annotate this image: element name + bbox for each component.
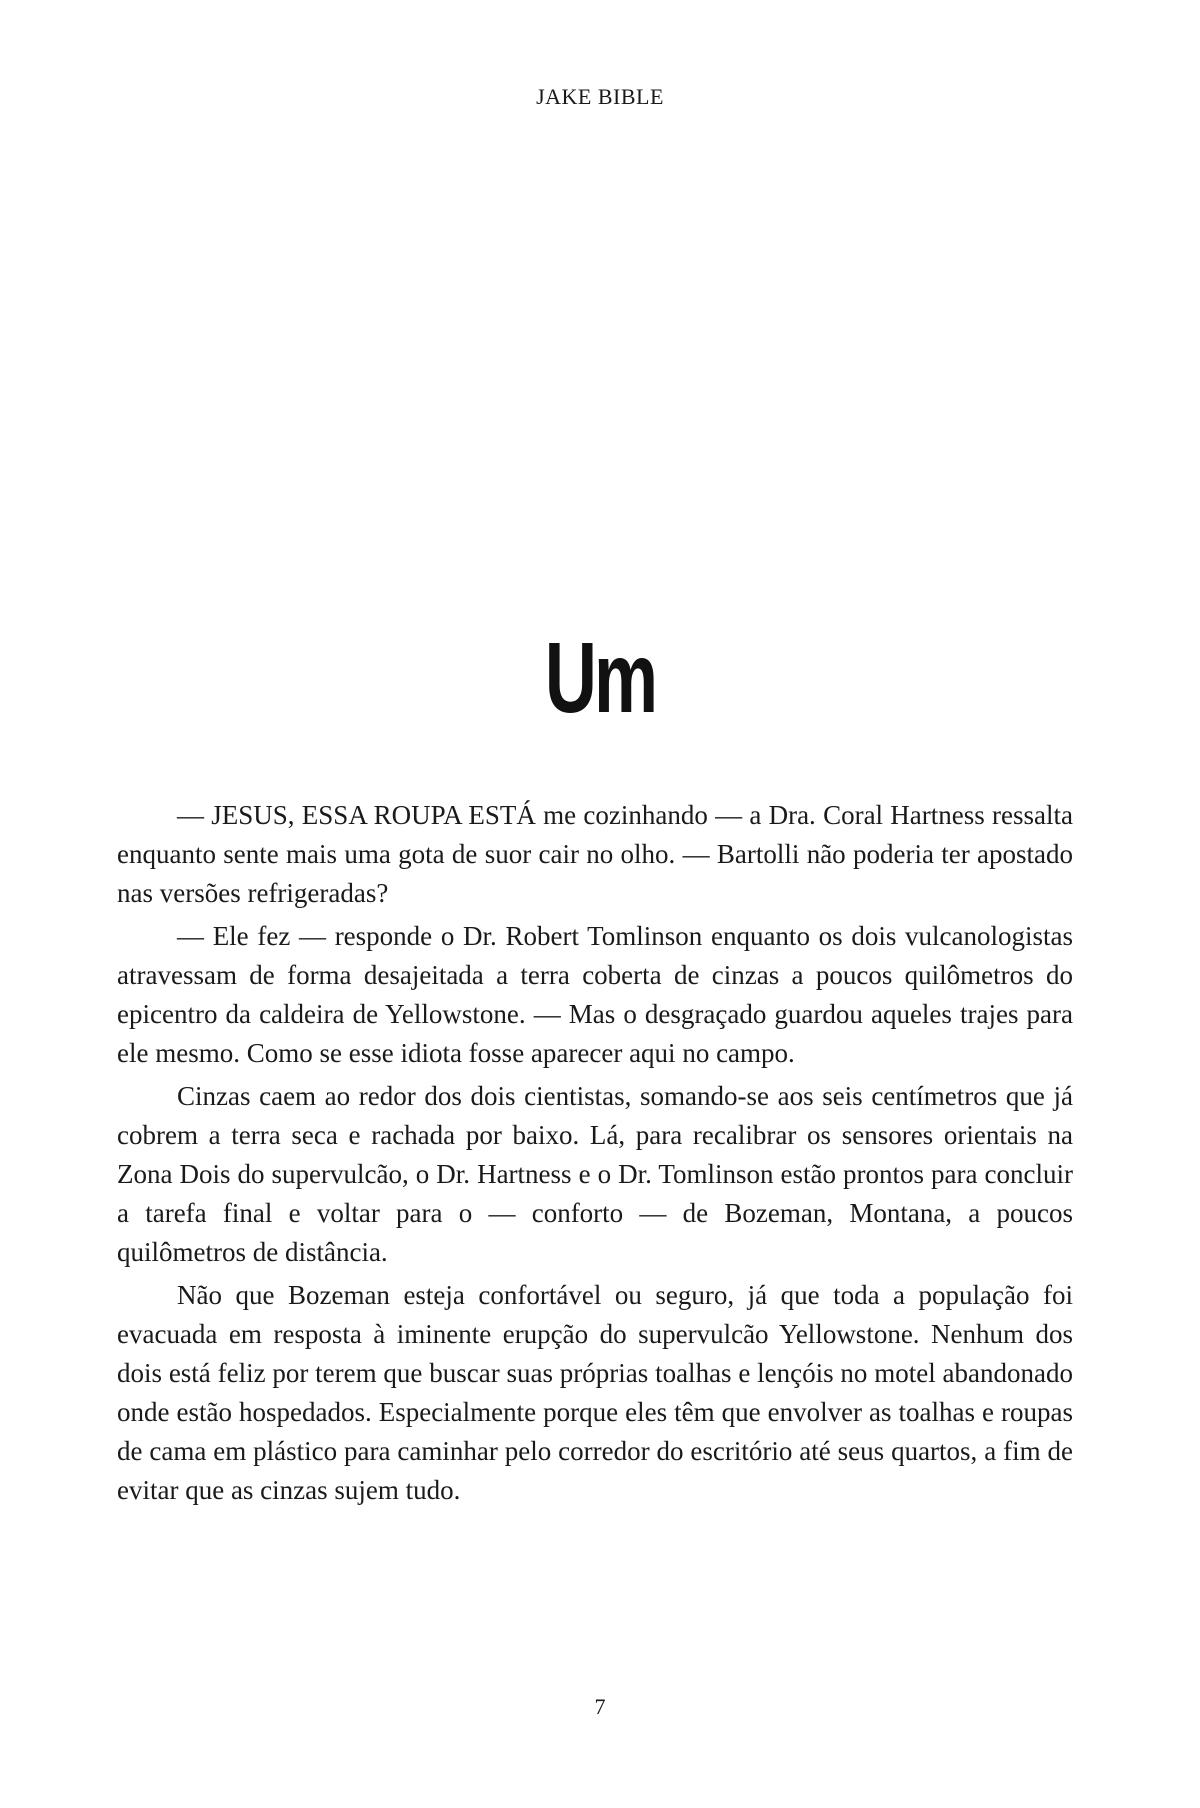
- paragraph-2: — Ele fez — responde o Dr. Robert Tomlinson enquanto os dois vulcanologistas atravessam de forma desajeitada a terra coberta de cinzas a poucos quilômetros do epicentro da caldeira de Yellowstone. — Mas o desgraçado guardou aqueles trajes para ele mesmo. Como se esse idiota fosse aparecer aqui no campo.: [117, 921, 1073, 1068]
- paragraph-1: — JESUS, ESSA ROUPA ESTÁ me cozinhando — a Dra. Coral Hartness ressalta enquanto sente mais uma gota de suor cair no olho. — Bartolli não poderia ter apostado nas versões refrigeradas?: [117, 800, 1073, 908]
- paragraph-4: Não que Bozeman esteja confortável ou seguro, já que toda a população foi evacuada em resposta à iminente erupção do supervulcão Yellowstone. Nenhum dos dois está feliz por terem que buscar suas próprias toalhas e lençóis no motel abandonado onde estão hospedados. Especialmente porque eles têm que envolver as toalhas e roupas de cama em plástico para caminhar pelo corredor do escritório até seus quartos, a fim de evitar que as cinzas sujem tudo.: [117, 1280, 1073, 1505]
- chapter-title: Um: [544, 622, 656, 734]
- paragraph-3: Cinzas caem ao redor dos dois cientistas, somando-se aos seis centímetros que já cobrem a terra seca e rachada por baixo. Lá, para recalibrar os sensores orientais na Zona Dois do supervulcão, o Dr. Hartness e o Dr. Tomlinson estão prontos para concluir a tarefa final e voltar para o — conforto — de Bozeman, Montana, a poucos quilômetros de distância.: [117, 1081, 1073, 1267]
- running-header: JAKE BIBLE: [536, 84, 664, 109]
- page-number: 7: [594, 1694, 606, 1719]
- chapter-body: [117, 796, 1073, 1514]
